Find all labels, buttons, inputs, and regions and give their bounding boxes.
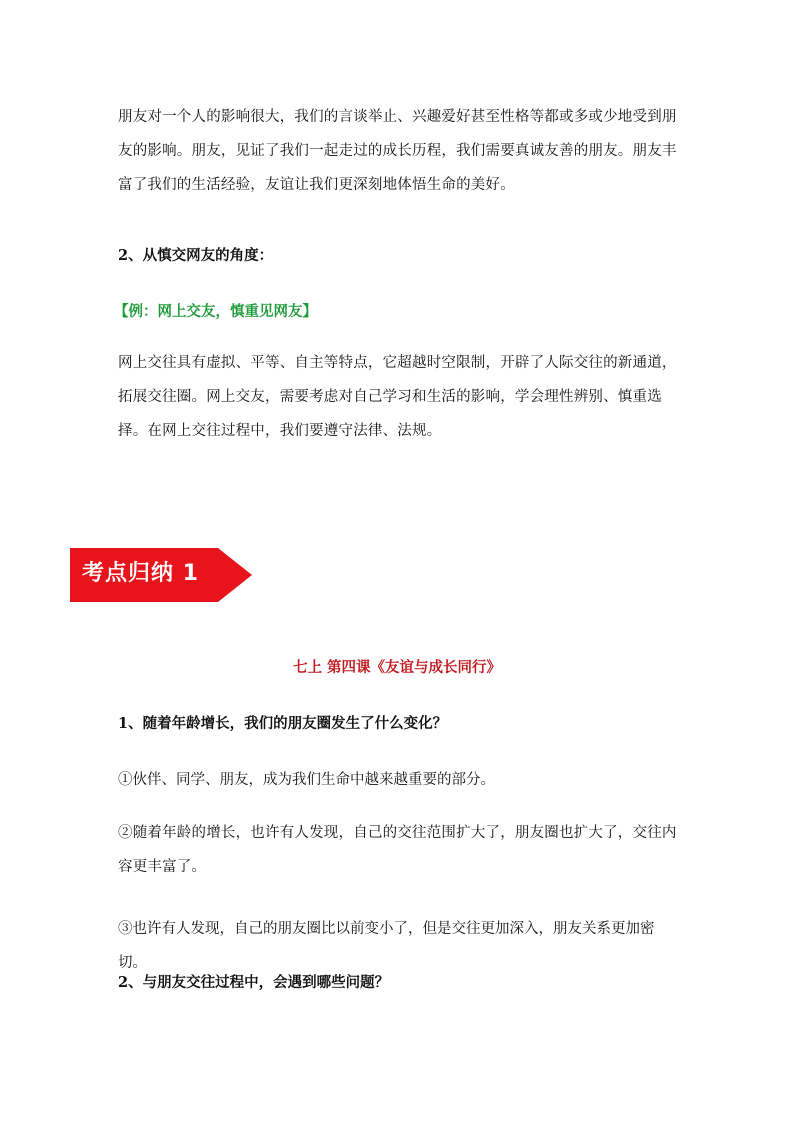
paragraph-friend-influence: 朋友对一个人的影响很大，我们的言谈举止、兴趣爱好甚至性格等都或多或少地受到朋友的影响。朋友，见证了我们一起走过的成长历程，我们需要真诚友善的朋友。朋友丰富了我们的生活经验，友谊让我们更深刻地体悟生命的美好。 xyxy=(118,109,677,193)
lesson-title: 七上 第四课《友谊与成长同行》 xyxy=(292,659,502,676)
example-label: 【例：网上交友，慎重见网友】 xyxy=(114,303,317,320)
heading-online-friends: 2、从慎交网友的角度： xyxy=(118,247,274,264)
paragraph-online-interaction: 网上交往具有虚拟、平等、自主等特点，它超越时空限制，开辟了人际交往的新通道，拓展交往圈。网上交友，需要考虑对自己学习和生活的影响，学会理性辨别、慎重选择。在网上交往过程中，我们要遵守法律、法规。 xyxy=(118,355,677,439)
question-1: 1、随着年龄增长，我们的朋友圈发生了什么变化？ xyxy=(118,715,448,732)
banner-label: 考点归纳 1 xyxy=(82,561,199,586)
question-2: 2、与朋友交往过程中，会遇到哪些问题？ xyxy=(118,974,390,991)
answer-2: ②随着年龄的增长，也许有人发现，自己的交往范围扩大了，朋友圈也扩大了，交往内容更丰富了。 xyxy=(118,825,677,875)
answer-1: ①伙伴、同学、朋友，成为我们生命中越来越重要的部分。 xyxy=(118,772,495,788)
section-banner xyxy=(70,548,252,602)
answer-3: ③也许有人发现，自己的朋友圈比以前变小了，但是交往更加深入，朋友关系更加密切。 xyxy=(118,921,655,971)
